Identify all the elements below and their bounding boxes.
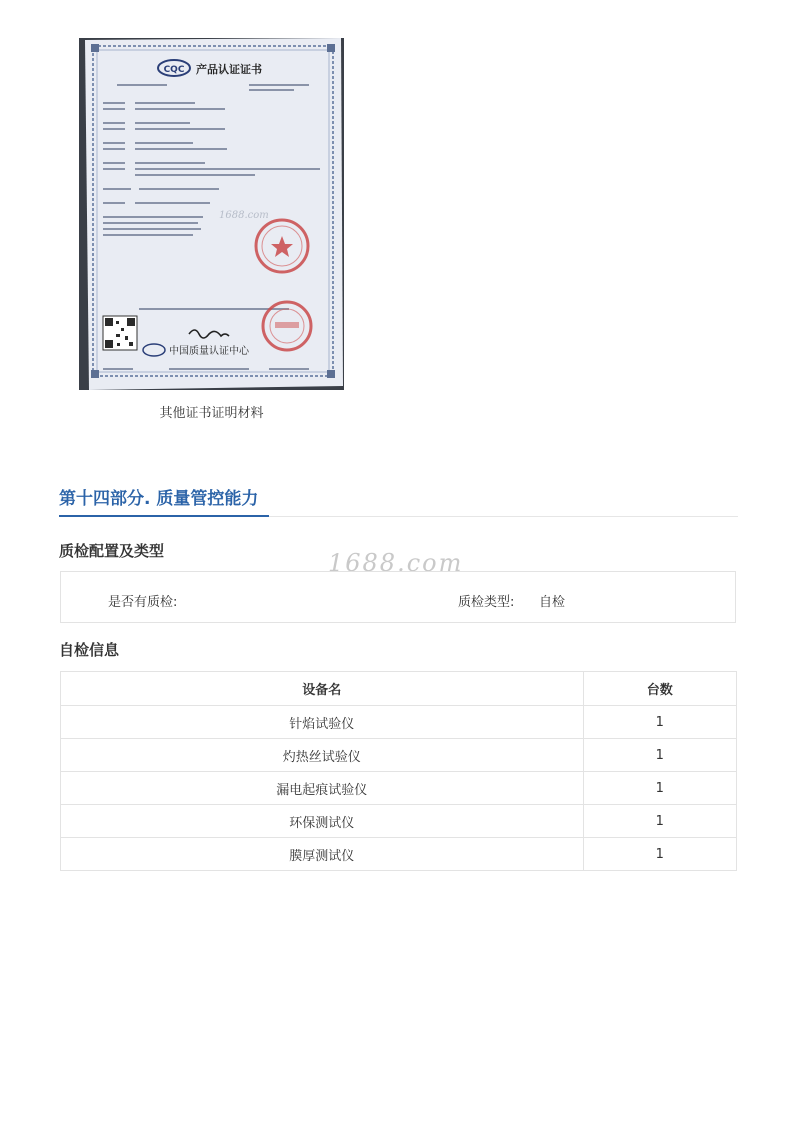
section-title-underline	[59, 515, 269, 517]
cert-title: 产品认证证书	[196, 63, 262, 76]
qc-config-title: 质检配置及类型	[59, 542, 165, 560]
equipment-count: 1	[583, 772, 736, 805]
equipment-count: 1	[583, 706, 736, 739]
qc-type-value: 自检	[539, 595, 566, 610]
equipment-name: 灼热丝试验仪	[61, 739, 584, 772]
equipment-name: 针焰试验仪	[61, 706, 584, 739]
watermark: 1688.com	[328, 549, 464, 577]
column-header-name: 设备名	[61, 672, 584, 706]
cert-footer-org: 中国质量认证中心	[169, 346, 249, 357]
table-row	[61, 706, 737, 739]
certificate-photo	[79, 38, 344, 390]
cert-logo: CQC	[163, 65, 185, 75]
equipment-count: 1	[583, 805, 736, 838]
table-row	[61, 838, 737, 871]
table-row	[61, 805, 737, 838]
table-row	[61, 739, 737, 772]
equipment-name: 膜厚测试仪	[61, 838, 584, 871]
equipment-name: 漏电起痕试验仪	[61, 772, 584, 805]
qc-type-label: 质检类型:	[458, 595, 515, 610]
photo-caption: 其他证书证明材料	[159, 406, 264, 421]
column-header-count: 台数	[583, 672, 736, 706]
equipment-count: 1	[583, 739, 736, 772]
equipment-name: 环保测试仪	[61, 805, 584, 838]
qc-config-box	[60, 571, 736, 623]
table-row	[61, 772, 737, 805]
equipment-count: 1	[583, 838, 736, 871]
has-qc-label: 是否有质检:	[108, 595, 178, 610]
self-check-title: 自检信息	[59, 641, 120, 659]
svg-text:1688.com: 1688.com	[219, 210, 269, 221]
section-title: 第十四部分. 质量管控能力	[59, 489, 259, 509]
equipment-table	[60, 671, 737, 871]
table-header-row	[61, 672, 737, 706]
